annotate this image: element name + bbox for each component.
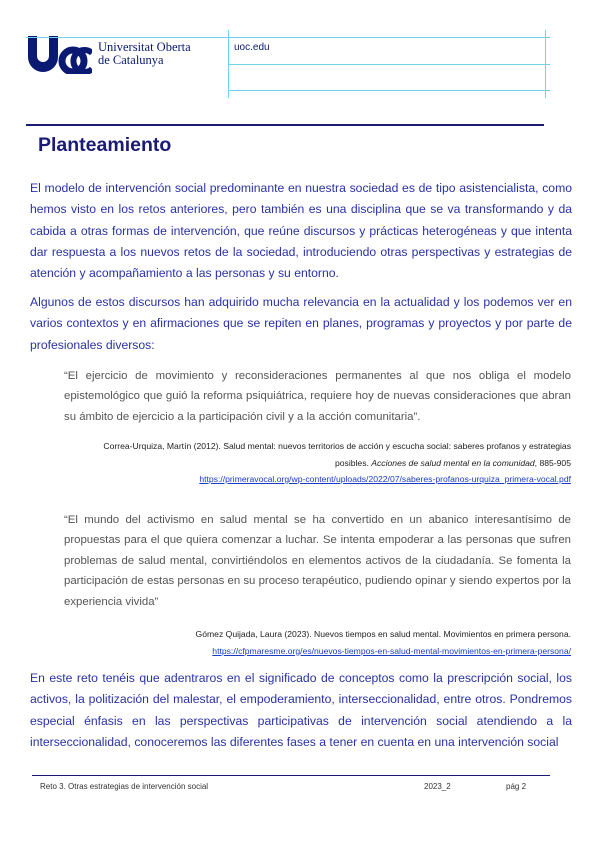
- university-name-line1: Universitat Oberta: [98, 40, 191, 54]
- citation-link[interactable]: https://cfpmaresme.org/es/nuevos-tiempos-en-salud-mental-movimientos-en-primera-persona/: [212, 645, 571, 656]
- uoc-logo: [26, 34, 92, 74]
- header-rule: [26, 124, 544, 126]
- site-url[interactable]: uoc.edu: [234, 42, 270, 53]
- citation-pages: , 885-905: [534, 457, 571, 468]
- citation-journal: Acciones de salud mental en la comunidad: [371, 457, 535, 468]
- header-frame-divider: [228, 30, 229, 98]
- quote-correa-urquiza: “El ejercicio de movimiento y reconsideraciones permanentes al que nos obliga el modelo epistemológico que guió la reforma psiquiátrica, requiere hoy de nuevas consideraciones que abran su ámbito de ejercicio a la participación civil y a la acción comunitaria”.: [64, 370, 571, 423]
- university-name-line2: de Catalunya: [98, 53, 164, 67]
- footer-title: Reto 3. Otras estrategias de intervención social: [40, 782, 209, 791]
- page-number: pág 2: [506, 782, 527, 791]
- citation-text: Gómez Quijada, Laura (2023). Nuevos tiempos en salud mental. Movimientos en primera persona.: [195, 629, 571, 639]
- header-frame-right: [545, 30, 546, 98]
- header-frame-bottom: [229, 90, 550, 91]
- closing-paragraph: En este reto tenéis que adentraros en el significado de conceptos como la prescripción social, los activos, la politización del malestar, el empoderamiento, interseccionalidad, entre otros. Pondremos especial énfasis en las perspectivas participativas de intervención social atendiendo a la interseccionalidad, conoceremos las diferentes fases a tener en cuenta en una intervención social: [30, 671, 572, 749]
- section-title: Planteamiento: [38, 134, 172, 156]
- citation-link[interactable]: https://primeravocal.org/wp-content/uploads/2022/07/saberes-profanos-urquiza_primera-vocal.pdf: [199, 474, 571, 484]
- quote-gomez-quijada: “El mundo del activismo en salud mental se ha convertido en un abanico interesantísimo de propuestas para el que quiera comenzar a luchar. Se intenta empoderar a las personas que sufren problemas de salud mental, convirtiéndolos en elementos activos de la ciudadanía. Se fomenta la participación de estas personas en su proceso terapéutico, pudiendo opinar y siendo expertos por la experiencia vivida”: [64, 514, 571, 608]
- footer-semester: 2023_2: [424, 782, 451, 791]
- citation-text: Correa-Urquiza, Martín (2012). Salud mental: nuevos territorios de acción y escucha social: saberes profanos y estrategias posibles.: [103, 441, 571, 468]
- citation-gomez-quijada: [71, 626, 571, 659]
- citation-correa-urquiza: [71, 438, 571, 488]
- header-frame-middle: [228, 64, 550, 65]
- footer-rule: [32, 775, 550, 776]
- university-name: [98, 41, 191, 67]
- intro-paragraph: El modelo de intervención social predominante en nuestra sociedad es de tipo asistencialista, como hemos visto en los retos anteriores, pero también es una disciplina que se va transformando y da cabida a otras formas de intervención, que reúne discursos y prácticas heterogéneas y que intenta dar respuesta a los nuevos retos de la sociedad, introduciendo otras perspectivas y estrategias de atención y acompañamiento a las personas y su entorno.: [30, 181, 572, 281]
- header-frame-top: [26, 37, 550, 38]
- discourses-paragraph: Algunos de estos discursos han adquirido mucha relevancia en la actualidad y los podemos ver en varios contextos y en afirmaciones que se repiten en planes, programas y proyectos y por parte de profesionales diversos:: [30, 295, 572, 352]
